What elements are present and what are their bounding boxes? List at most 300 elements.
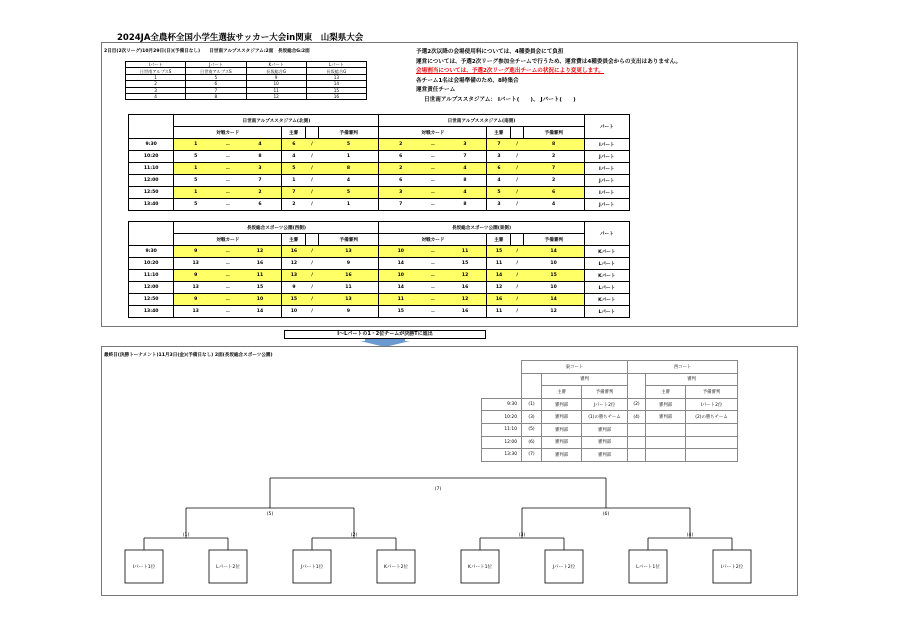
aux-referee: 12 xyxy=(524,306,584,318)
part-name: Iパート xyxy=(584,163,629,175)
slash: / xyxy=(511,282,524,294)
ref-col-header: 主審 xyxy=(282,127,306,139)
match-number xyxy=(628,436,646,449)
referee: 11 xyxy=(487,306,511,318)
team-a: 5 xyxy=(174,199,217,211)
slash: / xyxy=(306,187,319,199)
team-a: 10 xyxy=(379,270,422,282)
aux-referee: (2)の勝ちチーム xyxy=(686,411,738,424)
aux-referee: 審判部 xyxy=(582,436,628,449)
team-number: 15 xyxy=(306,87,366,93)
team-b: 8 xyxy=(444,175,487,187)
match-number: (6) xyxy=(522,436,542,449)
team-b: 2 xyxy=(239,187,282,199)
aux-referee: 7 xyxy=(524,163,584,175)
team-a: 1 xyxy=(174,139,217,151)
aux-col-header: 予備審判 xyxy=(319,234,379,246)
slash: / xyxy=(306,199,319,211)
vs-dash: － xyxy=(217,163,239,175)
aux-referee: 1 xyxy=(318,199,378,211)
vs-dash: － xyxy=(422,187,444,199)
team-a: 1 xyxy=(174,163,217,175)
parts-table xyxy=(125,61,367,100)
team-slot-label: Jパート2位 xyxy=(552,565,576,570)
vs-dash: － xyxy=(422,151,444,163)
part-col-header: パート xyxy=(584,115,629,139)
main-ref-header: 主審 xyxy=(542,386,582,399)
aux-referee: 8 xyxy=(318,163,378,175)
slash: / xyxy=(306,139,319,151)
kickoff-time: 13:30 xyxy=(482,449,522,462)
kickoff-time: 9:30 xyxy=(129,139,174,151)
referee: 12 xyxy=(282,258,306,270)
part-venue: 長坂総合G xyxy=(306,68,366,74)
team-number: 6 xyxy=(186,81,246,87)
note-line-warning: 会場割当については、予選2次リーグ進出チームの状況により変更します。 xyxy=(416,68,604,75)
final-row xyxy=(482,411,738,424)
aux-referee: 4 xyxy=(318,175,378,187)
vs-dash: － xyxy=(422,246,444,258)
referee: 7 xyxy=(487,139,511,151)
aux-referee: 5 xyxy=(318,187,378,199)
slash: / xyxy=(511,258,524,270)
team-a: 9 xyxy=(174,270,217,282)
schedule-row xyxy=(129,199,630,211)
schedule-row xyxy=(129,258,630,270)
aux-referee: (1)の勝ちチーム xyxy=(582,411,628,424)
part-name: Kパート xyxy=(584,270,629,282)
kickoff-time: 12:00 xyxy=(482,436,522,449)
east-court: 東コート xyxy=(522,361,628,374)
team-number: 4 xyxy=(126,93,186,99)
ref-col-header: 主審 xyxy=(487,127,511,139)
vs-dash: － xyxy=(217,151,239,163)
semi-right-label: (6) xyxy=(602,512,610,517)
match-col-header: 対戦カード xyxy=(174,127,282,139)
aux-referee xyxy=(686,436,738,449)
part-name: Kパート xyxy=(584,294,629,306)
team-a: 5 xyxy=(174,151,217,163)
slash: / xyxy=(511,163,524,175)
slash: / xyxy=(306,282,319,294)
team-a: 9 xyxy=(174,294,217,306)
col-spacer xyxy=(306,234,319,246)
referee: 13 xyxy=(282,270,306,282)
aux-referee: 13 xyxy=(319,294,379,306)
aux-referee: 13 xyxy=(319,246,379,258)
team-b: 4 xyxy=(444,187,487,199)
aux-referee: Iパート2位 xyxy=(686,398,738,411)
spacer xyxy=(628,373,646,398)
schedule-table-alps xyxy=(128,114,630,211)
aux-referee: 14 xyxy=(524,246,584,258)
ref-header: 審判 xyxy=(646,373,738,386)
team-number: 1 xyxy=(126,74,186,80)
aux-referee: 16 xyxy=(319,270,379,282)
part-venue: 長坂総合G xyxy=(246,68,306,74)
advance-note: I〜Lパートの1・2位チームが決勝Tに進出 xyxy=(284,330,486,339)
main-referee: 審判部 xyxy=(542,398,582,411)
aux-referee: 8 xyxy=(524,139,584,151)
vs-dash: － xyxy=(422,282,444,294)
part-name: Jパート xyxy=(584,151,629,163)
schedule-col-row xyxy=(129,234,630,246)
team-b: 10 xyxy=(239,294,282,306)
day2-heading: 2日目(2次リーグ)10月29日(日)(予備日なし) 日世南アルプススタジアム:2面 長坂総合G:2面 xyxy=(104,49,310,54)
team-number: 13 xyxy=(306,74,366,80)
referee: 4 xyxy=(487,175,511,187)
team-b: 15 xyxy=(239,282,282,294)
referee: 11 xyxy=(487,258,511,270)
referee: 1 xyxy=(282,175,306,187)
referee: 14 xyxy=(487,270,511,282)
note-line: 各チーム1名は会場準備のため、8時集合 xyxy=(416,77,519,84)
schedule-venue-row xyxy=(129,115,630,127)
aux-referee: 14 xyxy=(524,294,584,306)
match-col-header: 対戦カード xyxy=(174,234,282,246)
aux-referee: 審判部 xyxy=(582,423,628,436)
venue-a: 日世南アルプススタジアム(北側) xyxy=(174,115,379,127)
aux-col-header: 予備審判 xyxy=(524,234,584,246)
referee: 10 xyxy=(282,306,306,318)
referee: 5 xyxy=(487,187,511,199)
final-row xyxy=(482,436,738,449)
kickoff-time: 10:20 xyxy=(129,151,174,163)
referee: 3 xyxy=(487,151,511,163)
team-a: 13 xyxy=(174,306,217,318)
team-b: 12 xyxy=(444,270,487,282)
team-number: 11 xyxy=(246,87,306,93)
slash: / xyxy=(306,151,319,163)
team-a: 14 xyxy=(379,282,422,294)
team-a: 9 xyxy=(174,246,217,258)
match-col-header: 対戦カード xyxy=(379,127,487,139)
schedule-row xyxy=(129,270,630,282)
notes-block xyxy=(416,48,681,106)
team-number: 5 xyxy=(186,74,246,80)
referee: 9 xyxy=(282,282,306,294)
schedule-row xyxy=(129,294,630,306)
part-name: Kパート xyxy=(584,246,629,258)
team-b: 16 xyxy=(444,282,487,294)
slash: / xyxy=(511,139,524,151)
team-number: 7 xyxy=(186,87,246,93)
kickoff-time: 11:10 xyxy=(129,270,174,282)
part-name: Iパート xyxy=(584,187,629,199)
kickoff-time: 12:00 xyxy=(129,175,174,187)
team-a: 5 xyxy=(174,175,217,187)
slash: / xyxy=(306,175,319,187)
referee: 6 xyxy=(487,163,511,175)
aux-referee: 審判部 xyxy=(582,449,628,462)
vs-dash: － xyxy=(217,199,239,211)
referee: 16 xyxy=(282,246,306,258)
vs-dash: － xyxy=(422,306,444,318)
schedule-col-row xyxy=(129,127,630,139)
schedule-row xyxy=(129,306,630,318)
main-referee: 審判部 xyxy=(542,436,582,449)
vs-dash: － xyxy=(422,163,444,175)
team-a: 7 xyxy=(379,199,422,211)
vs-dash: － xyxy=(217,270,239,282)
ref-col-header: 主審 xyxy=(282,234,306,246)
slash: / xyxy=(306,246,319,258)
col-spacer xyxy=(511,234,524,246)
team-b: 4 xyxy=(444,163,487,175)
main-referee: 審判部 xyxy=(542,423,582,436)
aux-ref-header: 予備審判 xyxy=(582,386,628,399)
kickoff-time: 9:30 xyxy=(129,246,174,258)
referee: 6 xyxy=(282,139,306,151)
team-a: 1 xyxy=(174,187,217,199)
kickoff-time: 12:50 xyxy=(129,294,174,306)
main-ref-header: 主審 xyxy=(646,386,686,399)
team-slot-label: Lパート1位 xyxy=(636,565,660,570)
aux-referee: Jパート2位 xyxy=(582,398,628,411)
main-referee: 審判部 xyxy=(542,411,582,424)
match-number xyxy=(628,449,646,462)
match-number: (1) xyxy=(522,398,542,411)
part-name: Lパート xyxy=(584,306,629,318)
slash: / xyxy=(306,306,319,318)
vs-dash: － xyxy=(217,294,239,306)
venue-b: 長坂総合スポーツ公園(東側) xyxy=(379,222,584,234)
schedule-row xyxy=(129,139,630,151)
aux-referee: 6 xyxy=(524,187,584,199)
team-b: 8 xyxy=(239,151,282,163)
referee: 12 xyxy=(487,282,511,294)
slash: / xyxy=(306,258,319,270)
aux-referee: 9 xyxy=(319,306,379,318)
slash: / xyxy=(511,294,524,306)
vs-dash: － xyxy=(422,175,444,187)
venue-b: 日世南アルプススタジアム(南側) xyxy=(379,115,584,127)
vs-dash: － xyxy=(422,199,444,211)
team-number: 12 xyxy=(246,93,306,99)
aux-referee: 9 xyxy=(319,258,379,270)
team-slot-label: Kパート2位 xyxy=(383,565,409,570)
referee: 7 xyxy=(282,187,306,199)
part-header: Iパート xyxy=(126,62,186,68)
aux-col-header: 予備審判 xyxy=(524,127,584,139)
aux-referee: 2 xyxy=(524,175,584,187)
team-a: 13 xyxy=(174,282,217,294)
west-court: 西コート xyxy=(628,361,738,374)
team-b: 8 xyxy=(444,199,487,211)
slash: / xyxy=(511,187,524,199)
team-b: 4 xyxy=(239,139,282,151)
match-number: (4) xyxy=(628,411,646,424)
part-name: Iパート xyxy=(584,139,629,151)
team-number: 9 xyxy=(246,74,306,80)
team-b: 12 xyxy=(444,294,487,306)
team-a: 6 xyxy=(379,175,422,187)
team-slot-label: Kパート1位 xyxy=(467,565,493,570)
kickoff-time: 11:10 xyxy=(129,163,174,175)
match-number: (2) xyxy=(628,398,646,411)
vs-dash: － xyxy=(217,306,239,318)
ref-header: 審判 xyxy=(542,373,628,386)
slash: / xyxy=(511,270,524,282)
team-a: 3 xyxy=(379,187,422,199)
page-title: 2024JA全農杯全国小学生選抜サッカー大会in関東 山梨県大会 xyxy=(117,33,364,43)
kickoff-time: 12:00 xyxy=(129,282,174,294)
team-a: 2 xyxy=(379,139,422,151)
team-a: 6 xyxy=(379,151,422,163)
schedule-row xyxy=(129,246,630,258)
final-row xyxy=(482,423,738,436)
kickoff-time: 9:30 xyxy=(482,398,522,411)
final-schedule-table xyxy=(481,360,738,462)
final-heading: 最終日(決勝トーナメント)11月3日(金)(予備日なし) 2面(長坂総合スポーツ公園) xyxy=(104,353,273,358)
referee: 4 xyxy=(282,151,306,163)
kickoff-time: 10:20 xyxy=(482,411,522,424)
slash: / xyxy=(306,270,319,282)
vs-dash: － xyxy=(217,139,239,151)
part-venue: 日世南アルプスS xyxy=(126,68,186,74)
note-line: 予選2次以降の会場使用料については、4種委員会にて負担 xyxy=(416,49,564,55)
part-name: Jパート xyxy=(584,175,629,187)
schedule-row xyxy=(129,151,630,163)
team-number: 8 xyxy=(186,93,246,99)
aux-referee: 1 xyxy=(318,151,378,163)
aux-ref-header: 予備審判 xyxy=(686,386,738,399)
referee: 15 xyxy=(487,246,511,258)
slash: / xyxy=(511,246,524,258)
team-b: 14 xyxy=(239,306,282,318)
part-venue: 日世南アルプスS xyxy=(186,68,246,74)
team-number: 14 xyxy=(306,81,366,87)
team-b: 11 xyxy=(444,246,487,258)
aux-referee: 10 xyxy=(524,282,584,294)
kickoff-time: 11:10 xyxy=(482,423,522,436)
final-row xyxy=(482,449,738,462)
team-number: 3 xyxy=(126,87,186,93)
part-name: Lパート xyxy=(584,258,629,270)
note-line: 日世南アルプススタジアム： Iパート( )、 Jパート( ) xyxy=(424,96,576,103)
final-match-label: (7) xyxy=(434,487,442,492)
part-name: Jパート xyxy=(584,199,629,211)
main-referee xyxy=(646,423,686,436)
team-number: 10 xyxy=(246,81,306,87)
team-a: 13 xyxy=(174,258,217,270)
aux-referee: 15 xyxy=(524,270,584,282)
main-referee xyxy=(646,436,686,449)
vs-dash: － xyxy=(422,270,444,282)
quarterfinal-label: (1) xyxy=(182,533,190,538)
vs-dash: － xyxy=(217,246,239,258)
schedule-row xyxy=(129,163,630,175)
team-b: 12 xyxy=(239,246,282,258)
vs-dash: － xyxy=(217,175,239,187)
note-line: 運営については、予選2次リーグ参加全チームで行うため、運営費は4種委員会からの支出はありません。 xyxy=(416,58,682,65)
kickoff-time: 13:40 xyxy=(129,199,174,211)
team-b: 16 xyxy=(239,258,282,270)
aux-referee xyxy=(686,449,738,462)
match-number: (5) xyxy=(522,423,542,436)
main-referee: 審判部 xyxy=(646,411,686,424)
kickoff-time: 10:20 xyxy=(129,258,174,270)
slash: / xyxy=(306,294,319,306)
team-number: 16 xyxy=(306,93,366,99)
aux-referee: 5 xyxy=(318,139,378,151)
semi-left-label: (5) xyxy=(266,512,274,517)
aux-referee: 4 xyxy=(524,199,584,211)
aux-referee: 2 xyxy=(524,151,584,163)
quarterfinal-label: (4) xyxy=(686,533,694,538)
main-referee: 審判部 xyxy=(542,449,582,462)
team-b: 7 xyxy=(239,175,282,187)
referee: 3 xyxy=(487,199,511,211)
vs-dash: － xyxy=(422,294,444,306)
team-slot-label: Iパート1位 xyxy=(132,565,156,570)
corner-cell xyxy=(482,361,522,399)
slash: / xyxy=(511,306,524,318)
vs-dash: － xyxy=(217,187,239,199)
col-spacer xyxy=(511,127,524,139)
vs-dash: － xyxy=(422,139,444,151)
quarterfinal-label: (2) xyxy=(350,533,358,538)
referee: 15 xyxy=(282,294,306,306)
team-b: 16 xyxy=(444,306,487,318)
referee: 2 xyxy=(282,199,306,211)
aux-referee: 11 xyxy=(319,282,379,294)
team-slot-label: Lパート2位 xyxy=(216,565,240,570)
schedule-row xyxy=(129,187,630,199)
kickoff-time: 13:40 xyxy=(129,306,174,318)
team-number: 2 xyxy=(126,81,186,87)
corner-cell xyxy=(129,222,174,246)
team-a: 11 xyxy=(379,294,422,306)
match-number: (7) xyxy=(522,449,542,462)
team-b: 15 xyxy=(444,258,487,270)
schedule-table-nagasaka xyxy=(128,221,630,318)
part-header: Lパート xyxy=(306,62,366,68)
slash: / xyxy=(511,199,524,211)
team-a: 10 xyxy=(379,246,422,258)
vs-dash: － xyxy=(217,258,239,270)
referee: 5 xyxy=(282,163,306,175)
part-name: Lパート xyxy=(584,282,629,294)
slash: / xyxy=(306,163,319,175)
final-row xyxy=(482,398,738,411)
slash: / xyxy=(511,175,524,187)
corner-cell xyxy=(129,115,174,139)
schedule-row xyxy=(129,175,630,187)
part-header: Jパート xyxy=(186,62,246,68)
schedule-venue-row xyxy=(129,222,630,234)
tournament-bracket xyxy=(0,470,900,590)
aux-referee xyxy=(686,423,738,436)
team-a: 2 xyxy=(379,163,422,175)
part-col-header: パート xyxy=(584,222,629,246)
ref-col-header: 主審 xyxy=(487,234,511,246)
main-referee: 審判部 xyxy=(646,398,686,411)
team-b: 6 xyxy=(239,199,282,211)
venue-a: 長坂総合スポーツ公園(西側) xyxy=(174,222,379,234)
main-referee xyxy=(646,449,686,462)
kickoff-time: 12:50 xyxy=(129,187,174,199)
schedule-row xyxy=(129,282,630,294)
court-row xyxy=(482,361,738,374)
team-b: 3 xyxy=(239,163,282,175)
team-b: 3 xyxy=(444,139,487,151)
team-b: 7 xyxy=(444,151,487,163)
slash: / xyxy=(511,151,524,163)
spacer xyxy=(522,373,542,398)
parts-row xyxy=(126,93,367,99)
vs-dash: － xyxy=(217,282,239,294)
